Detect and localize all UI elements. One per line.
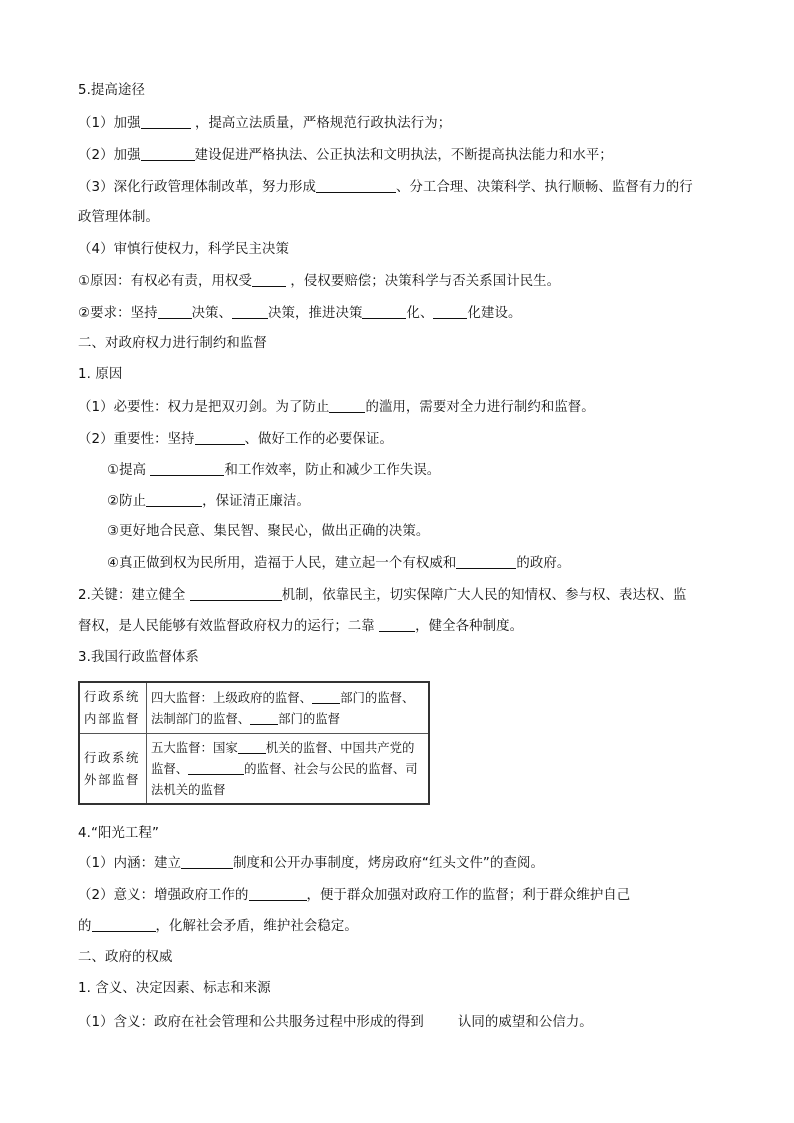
text-line-l10 <box>78 366 122 384</box>
text-segment: 4.“阳光工程” <box>78 826 160 841</box>
text-segment: 的滥用，需要对全力进行制约和监督。 <box>365 400 595 415</box>
text-segment: 机关的监督、中国共产党的监督、 <box>151 740 415 776</box>
text-segment: 、分工合理、决策科学、执行顺畅、监督有力的行 <box>395 180 693 195</box>
text-segment: ③更好地合民意、集民智、聚民心，做出正确的决策。 <box>107 524 430 539</box>
text-segment: ①提高 <box>107 463 151 478</box>
text-segment: （2）意义：增强政府工作的 <box>78 888 249 903</box>
text-segment: （2）加强 <box>78 148 141 163</box>
text-line-l20 <box>78 825 159 843</box>
fill-in-blank[interactable] <box>312 689 340 704</box>
text-segment: 的政府。 <box>516 556 571 571</box>
table-row-body <box>147 682 430 734</box>
text-segment: 化、 <box>406 306 434 321</box>
supervision-table <box>78 681 430 805</box>
table-row-header: 行政系统外部监督 <box>79 734 147 805</box>
text-line-l9 <box>78 335 267 353</box>
text-segment: ④真正做到权为民所用，造福于人民，建立起一个有权威和 <box>107 556 457 571</box>
text-segment: 机制，依靠民主，切实保障广大人民的知情权、参与权、表达权、监 <box>281 588 687 603</box>
text-segment: 督权，是人民能够有效监督政府权力的运行；二靠 <box>78 619 380 634</box>
table-row <box>79 734 429 805</box>
fill-in-blank[interactable] <box>250 710 278 725</box>
text-segment: ，化解社会矛盾，维护社会稳定。 <box>155 919 358 934</box>
text-segment: 决策、 <box>191 306 233 321</box>
fill-in-blank[interactable] <box>141 114 191 129</box>
text-line-l8 <box>78 304 521 323</box>
text-line-l14 <box>107 492 310 511</box>
text-segment: （1）含义：政府在社会管理和公共服务过程中形成的得到 <box>78 1015 424 1030</box>
text-segment: 化建设。 <box>467 306 522 321</box>
text-line-l22 <box>78 886 630 905</box>
text-segment: 四大监督：上级政府的监督、 <box>151 690 313 705</box>
text-line-l16 <box>107 554 570 573</box>
fill-in-blank[interactable] <box>329 398 365 413</box>
table-row-body <box>147 734 430 805</box>
text-segment: （1）加强 <box>78 116 141 131</box>
text-segment: 部门的监督 <box>278 711 341 726</box>
fill-in-blank[interactable] <box>252 272 286 287</box>
text-segment: 政管理体制。 <box>78 210 159 225</box>
text-line-l24 <box>78 949 172 967</box>
text-line-l15 <box>107 523 429 541</box>
text-line-l19 <box>78 649 199 667</box>
fill-in-blank[interactable] <box>188 760 244 775</box>
fill-in-blank[interactable] <box>181 854 233 869</box>
fill-in-blank[interactable] <box>146 492 202 507</box>
fill-in-blank[interactable] <box>195 430 245 445</box>
text-segment: 部门的监督、法制部门的监督、 <box>151 690 415 726</box>
fill-in-blank[interactable] <box>150 461 224 476</box>
text-line-l4 <box>78 178 693 197</box>
text-line-l23 <box>78 917 358 936</box>
text-line-l1 <box>78 82 145 100</box>
text-segment: 1. 原因 <box>78 367 123 382</box>
text-line-l12 <box>78 430 393 449</box>
fill-in-blank[interactable] <box>92 917 156 932</box>
text-segment: （2）重要性：坚持 <box>78 432 195 447</box>
text-segment: ，保证清正廉洁。 <box>202 494 311 509</box>
text-segment: 的监督、社会与公民的监督、司法机关的监督 <box>151 761 418 797</box>
fill-in-blank[interactable] <box>362 304 406 319</box>
text-line-l25 <box>78 980 271 998</box>
fill-in-blank[interactable] <box>190 586 282 601</box>
text-segment: 建设促进严格执法、公正执法和文明执法，不断提高执法能力和水平； <box>194 148 613 163</box>
fill-in-blank[interactable] <box>433 304 467 319</box>
blank-space <box>424 1012 458 1026</box>
text-segment: 制度和公开办事制度，烤房政府“红头文件”的查阅。 <box>233 856 544 871</box>
text-segment: （1）内涵：建立 <box>78 856 182 871</box>
text-line-l13 <box>107 461 440 480</box>
text-segment: ，健全各种制度。 <box>415 619 524 634</box>
fill-in-blank[interactable] <box>379 617 415 632</box>
text-line-l21 <box>78 854 544 873</box>
text-segment: 、做好工作的必要保证。 <box>244 432 393 447</box>
text-segment: 3.我国行政监督体系 <box>78 650 199 665</box>
fill-in-blank[interactable] <box>158 304 192 319</box>
text-segment: ，侵权要赔偿；决策科学与否关系国计民生。 <box>286 274 561 289</box>
text-line-l7 <box>78 272 560 291</box>
table-row <box>79 682 429 734</box>
text-line-l26 <box>78 1012 593 1032</box>
fill-in-blank[interactable] <box>249 886 307 901</box>
text-segment: 和工作效率，防止和减少工作失误。 <box>224 463 441 478</box>
text-segment: 二、政府的权威 <box>78 950 173 965</box>
text-line-l3 <box>78 146 613 165</box>
fill-in-blank[interactable] <box>316 178 396 193</box>
text-segment: ②防止 <box>107 494 147 509</box>
text-segment: ②要求：坚持 <box>78 306 158 321</box>
text-segment: 5.提高途径 <box>78 83 145 98</box>
text-line-l18 <box>78 617 523 636</box>
text-segment: 二、对政府权力进行制约和监督 <box>78 336 267 351</box>
text-segment: 五大监督：国家 <box>151 740 238 755</box>
text-line-l17 <box>78 586 687 605</box>
text-line-l6 <box>78 241 289 259</box>
text-segment: 决策，推进决策 <box>268 306 363 321</box>
text-segment: ，便于群众加强对政府工作的监督；利于群众维护自己 <box>306 888 631 903</box>
table-row-header: 行政系统内部监督 <box>79 682 147 734</box>
text-segment: ，提高立法质量，严格规范行政执法行为； <box>190 116 452 131</box>
fill-in-blank[interactable] <box>232 304 268 319</box>
text-segment: （4）审慎行使权力，科学民主决策 <box>78 242 289 257</box>
fill-in-blank[interactable] <box>456 554 516 569</box>
text-line-l11 <box>78 398 595 417</box>
text-line-l2 <box>78 114 451 133</box>
fill-in-blank[interactable] <box>141 146 195 161</box>
text-segment: （1）必要性：权力是把双刃剑。为了防止 <box>78 400 330 415</box>
text-segment: 1. 含义、决定因素、标志和来源 <box>78 981 271 996</box>
text-segment: 2.关键：建立健全 <box>78 588 190 603</box>
text-segment: 的 <box>78 919 92 934</box>
fill-in-blank[interactable] <box>238 739 266 754</box>
text-segment: ①原因：有权必有责，用权受 <box>78 274 252 289</box>
text-segment: （3）深化行政管理体制改革，努力形成 <box>78 180 316 195</box>
text-segment: 认同的威望和公信力。 <box>457 1015 593 1030</box>
text-line-l5 <box>78 209 159 227</box>
